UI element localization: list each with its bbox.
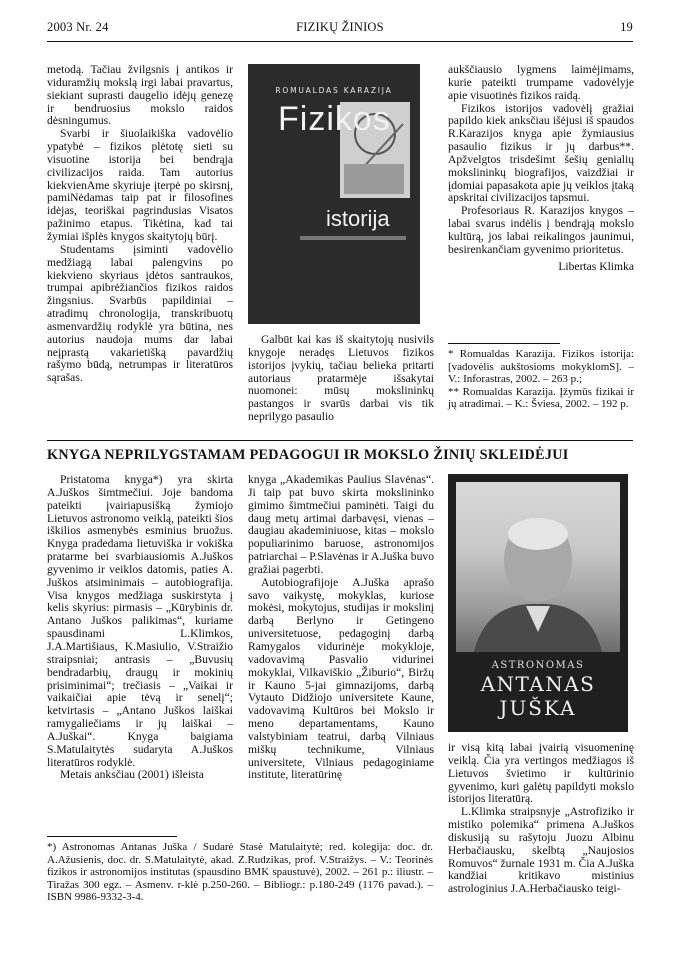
top-column-2: [248, 334, 434, 424]
bottom-footnote: [47, 841, 433, 904]
cover-author: ROMUALDAS KARAZIJA: [275, 86, 393, 95]
portrait-photo: [456, 482, 620, 652]
cover-line-antanas: ANTANAS: [480, 672, 596, 696]
paragraph: metodą. Tačiau žvilgsnis į antikos ir viduramžių mokslą irgi labai pravartus, siekiant suprasti daugelio idėjų genezę ir bendruosius mokslo raidos dėsningumus.: [47, 63, 233, 128]
section-rule: [47, 440, 633, 441]
footnote-rule: [47, 836, 177, 837]
paragraph: Metais anksčiau (2001) išleista: [60, 768, 204, 782]
paragraph: knyga „Akademikas Paulius Slavėnas“. Ji taip pat buvo skirta mokslininko gimimo šimtmečiui paminėti. Taigi du daug metų artimai darbavęsi, vienas – daugiau akademiniuose, kitas – mokslo populiarinimo baruose, astronomijos patriarchai – P.Slavėnas ir A.Juška buvo gražiai pagerbti.: [248, 473, 434, 576]
issue-number: 2003 Nr. 24: [47, 20, 109, 34]
page-number: 19: [620, 20, 633, 34]
portrait-icon: [456, 482, 620, 652]
footnote: ** Romualdas Karazija. Įžymūs fizikai ir jų atradimai. – K.: Šviesa, 2002. – 192 p.: [448, 385, 634, 411]
header-rule: [47, 41, 633, 42]
article-heading: KNYGA NEPRILYGSTAMAM PEDAGOGUI IR MOKSLO ŽINIŲ SKLEIDĖJUI: [47, 447, 569, 463]
paragraph: Profesoriaus R. Karazijos knygos – labai svarus indėlis į bendrąją mokslo kultūrą, jos labai reikalingos jaunimui, besirenkančiam gyvenimo prioritetus.: [448, 204, 634, 256]
book-cover-astronomas-antanas-juska: [448, 474, 628, 732]
bottom-column-2: [248, 474, 434, 782]
author-signature: Libertas Klimka: [558, 259, 634, 273]
cover-title-line-1: Fizikos: [278, 100, 391, 138]
paragraph: ir visą kitą labai įvairią visuomeninę veiklą. Čia yra vertingos medžiagos iš Lietuvos švietimo ir kultūrinio gyvenimo, kuri galėtų papildyti mokslo istorijos literatūrą.: [448, 741, 634, 806]
journal-title: FIZIKŲ ŽINIOS: [296, 20, 384, 34]
paragraph: Fizikos istorijos vadovėlį gražiai papildo kiek anksčiau išėjusi iš spaudos R.Karazijos knyga apie žymiausius pasaulio fizikus ir jų darbus**. Apžvelgtos trisdešimt šešių genialių mokslininkų biografijos, vaizdžiai ir įdomiai papasakota apie jų veiklos įtaką apskritai civilizacijos tapsmui.: [448, 101, 634, 205]
cover-line-astronomas: ASTRONOMAS: [491, 660, 585, 671]
paragraph: aukščiausio lygmens laimėjimams, kurie pateikti trumpame vadovėlyje apie visuotinės fizikos raidą.: [448, 63, 634, 102]
footnote: * Romualdas Karazija. Fizikos istorija: [vadovėlis aukštosioms mokyklomS]. – V.: Inforastras, 2002. – 263 p.;: [448, 348, 634, 386]
bottom-column-1: [47, 474, 233, 782]
paragraph: Svarbi ir šiuolaikiška vadovėlio ypatybė – fizikos plėtotę sieti su visuotine istorija bei bendrąja civilizacijos raida. Tam autorius kiekvienAme skyriuje įterpė po skirsnį, pamiNėdamas taip pat ir filosofines idėjas, teoriškai pagrindusias Visatos pažinimo etapus. Tikėtina, kad tai žymiai išplės knygos skaitytojų būrį.: [47, 127, 233, 243]
top-column-1: [47, 64, 233, 385]
cover-line-juska: JUŠKA: [499, 696, 577, 720]
book-cover-fizikos-istorija: [248, 64, 420, 324]
footnote: *) Astronomas Antanas Juška / Sudarė Stasė Matulaitytė; red. kolegija: doc. dr. A.Ažusienis, doc. dr. S.Matulaitytė, akad. Z.Rudzikas, prof. V.Straižys. – V.: Teorinės fizikos ir astronomijos institutas (spausdino BMK spaustuvė), 2002. – 261 p.: iliustr. – Tiražas 300 egz. – Asmenv. r-klė p.250-260. – Bibliogr.: p.180-249 (1176 pavad.). – ISBN 9986-9332-3-4.: [47, 841, 433, 904]
top-footnotes: [448, 348, 634, 411]
paragraph: Autobiografijoje A.Juška aprašo savo vaikystę, mokyklas, kuriose mokėsi, mokytojus, studijas ir mokslinį darbą Berlyno ir Getingeno universitetuose, pedagoginį darbą Ramygalos vidurinėje mokykloje, vadovavimą Pasvalio vidurinei mokyklai, Vilkaviškio „Žiburio“, Biržų ir Kauno 5-jai gimnazijoms, darbą Vytauto Didžiojo universitete Kaune, vadovavimą Kultūros bei Mokslo ir meno departamentams, Kauno valstybiniam teatrui, darbą Vilniaus miškų technikume, Vilniaus universitete, Vilniaus pedagoginiame institute, literatūrinę: [248, 575, 434, 782]
paragraph: Galbūt kai kas iš skaitytojų nusivils knygoje neradęs Lietuvos fizikos istorijos įvykių, tačiau belieka pritarti autoriaus pratarmėje išsakytai nuomonei: mūsų mokslininkų pastangos ir svarūs darbai vis tik neprilygo pasaulio: [248, 333, 434, 424]
cover-title-line-2: istorija: [326, 206, 390, 231]
top-column-3: [448, 64, 634, 274]
footnote-rule: [448, 343, 560, 344]
paragraph: Pristatoma knyga*) yra skirta A.Juškos šimtmečiui. Joje bandoma pateikti įvairiapusišką žymiojo Lietuvos astronomo veiklą, pateikti šios iškilios asmenybės esminius bruožus. Knyga pradedama lietuviška ir vokiška pratarme bei svarbiausiomis A.Juškos gyvenimo ir veiklos datomis, paties A. Juškos atsiminimais – autobiografija. Visa knygos medžiaga suskirstyta į kelis skyrius: pirmasis – „Kūrybinis dr. Antano Juškos palikimas“, kuriame spausdinami L.Klimkos, J.A.Martišiaus, K.Masiulio, V.Straižio straipsniai; antrasis – „Buvusių bendradarbių, draugų ir mokinių prisiminimai“; trečiasis – „Vaikai ir vaikaičiai apie tėvą ir senelį“; ketvirtasis – „Antano Juškos laiškai ramygaliečiams ir jų laiškai – A.Juškai“. Knyga baigiama S.Matulaitytės sudaryta A.Juškos literatūros rodyklė.: [47, 473, 233, 769]
paragraph: Studentams įsiminti vadovėlio medžiagą labai palengvins po kiekvieno skyriaus įdėtos santraukos, trumpai apibrėžiančios fizikos raidos žingsnius. Svarbūs papildiniai – atradimų chronologija, transkribuotų asmenvardžių rodyklė yra būtina, nes autorius naudoja mums dar labai neįprastą vakarietišką pavardžių rašymo būdą, netrumpas ir literatūros sąrašas.: [47, 242, 233, 385]
paragraph: L.Klimka straipsnyje „Astrofiziko ir mistiko polemika“ primena A.Juškos diskusiją su rašytoju Juozu Albinu Herbačiausku, skelbtą „Naujosios Romuvos“ žurnale 1931 m. Čia A.Juška kandžiai kritikavo mistinius astrologinius J.A.Herbačiausko teigi-: [448, 805, 634, 896]
bottom-column-3: [448, 742, 634, 896]
